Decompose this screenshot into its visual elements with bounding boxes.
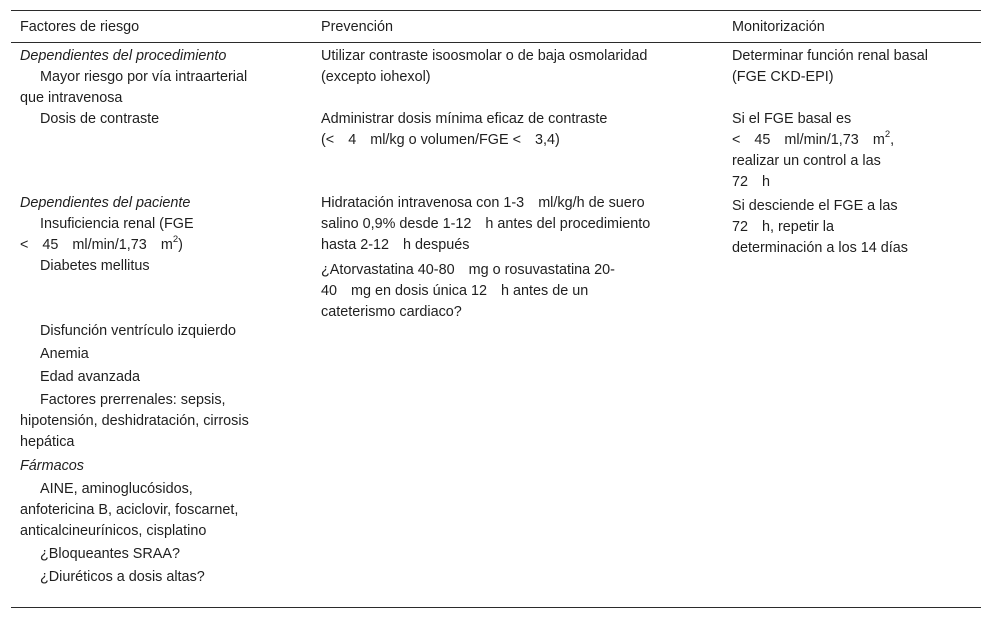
risk-factors-column xyxy=(20,46,295,588)
item-age: Edad avanzada xyxy=(40,369,141,385)
monitoring-column xyxy=(732,46,972,259)
item-diuretics: ¿Diuréticos a dosis altas? xyxy=(40,569,205,585)
item-nsaid-cont: anfotericina B, aciclovir, foscarnet, xyxy=(20,502,239,518)
prevention-statin: ¿Atorvastatina 40-80 mg o rosuvastatina 20- xyxy=(321,262,615,278)
item-renal-insufficiency: Insuficiencia renal (FGE xyxy=(40,216,194,232)
risk-factors-table xyxy=(11,10,981,608)
header-monitoring: Monitorización xyxy=(732,19,825,35)
monitoring-if-basal-cont2: realizar un control a las xyxy=(732,153,881,169)
monitoring-if-basal-cont3: 72 h xyxy=(732,174,771,190)
item-diabetes: Diabetes mellitus xyxy=(40,258,150,274)
item-prerenal-cont: hipotensión, deshidratación, cirrosis xyxy=(20,413,249,429)
item-prerenal-cont2: hepática xyxy=(20,434,75,450)
prevention-dose: Administrar dosis mínima eficaz de contraste xyxy=(321,111,608,127)
prevention-dose-cont: (< 4 ml/kg o volumen/FGE < 3,4) xyxy=(321,132,560,148)
prevention-contrast: Utilizar contraste isoosmolar o de baja osmolaridad xyxy=(321,48,648,64)
item-lv-dysfunction: Disfunción ventrículo izquierdo xyxy=(40,323,236,339)
item-route: Mayor riesgo por vía intraarterial xyxy=(40,69,248,85)
prevention-statin-cont: 40 mg en dosis única 12 h antes de un xyxy=(321,283,589,299)
prevention-contrast-cont: (excepto iohexol) xyxy=(321,69,431,85)
item-dose: Dosis de contraste xyxy=(40,111,160,127)
prevention-hydration: Hidratación intravenosa con 1-3 ml/kg/h de suero xyxy=(321,195,645,211)
item-anemia: Anemia xyxy=(40,346,89,362)
monitoring-if-basal-cont: < 45 ml/min/1,73 $m^2$, xyxy=(732,129,895,148)
item-route-cont: que intravenosa xyxy=(20,90,123,106)
header-risk-factors: Factores de riesgo xyxy=(20,19,140,35)
monitoring-basal: Determinar función renal basal xyxy=(732,48,928,64)
prevention-hydration-cont2: hasta 2-12 h después xyxy=(321,237,470,253)
prevention-hydration-cont: salino 0,9% desde 1-12 h antes del procedimiento xyxy=(321,216,651,232)
item-renal-insufficiency-cont: < 45 ml/min/1,73 $m^2$) xyxy=(20,234,183,253)
group-patient: Dependientes del paciente xyxy=(20,195,191,211)
prevention-column xyxy=(321,46,706,323)
item-sraa: ¿Bloqueantes SRAA? xyxy=(40,546,180,562)
header-prevention: Prevención xyxy=(321,19,393,35)
item-nsaid: AINE, aminoglucósidos, xyxy=(40,481,193,497)
group-drugs: Fármacos xyxy=(20,458,84,474)
item-prerenal: Factores prerrenales: sepsis, xyxy=(40,392,226,408)
item-nsaid-cont2: anticalcineurínicos, cisplatino xyxy=(20,523,207,539)
table-body xyxy=(11,43,981,607)
monitoring-decline-cont2: determinación a los 14 días xyxy=(732,240,908,256)
monitoring-decline: Si desciende el FGE a las xyxy=(732,198,898,214)
table-header-row xyxy=(11,11,981,43)
prevention-statin-cont2: cateterismo cardiaco? xyxy=(321,304,462,320)
monitoring-if-basal: Si el FGE basal es xyxy=(732,111,852,127)
monitoring-decline-cont: 72 h, repetir la xyxy=(732,219,835,235)
group-procedure: Dependientes del procedimiento xyxy=(20,48,227,64)
monitoring-basal-cont: (FGE CKD-EPI) xyxy=(732,69,834,85)
